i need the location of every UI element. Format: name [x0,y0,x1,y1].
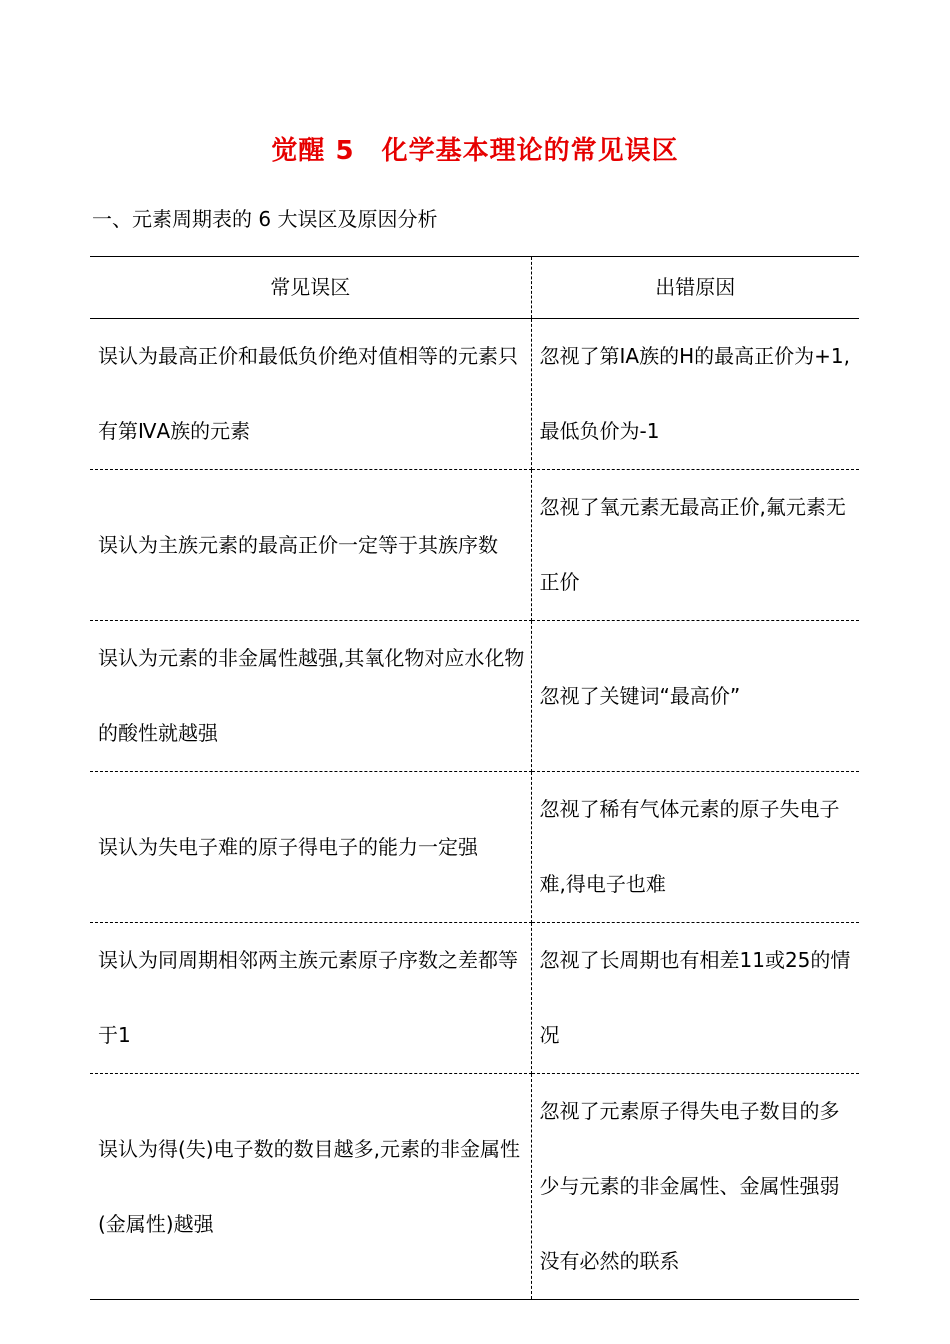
header-misconception: 常见误区 [90,257,531,319]
reason-text: 忽视了元素原子得失电子数目的多少与元素的非金属性、金属性强弱没有必然的联系 [539,1099,840,1273]
misconception-cell [90,772,531,923]
table-row [90,923,859,1074]
reason-cell [531,470,859,621]
table-row [90,1074,859,1300]
misconception-cell [90,621,531,772]
page-title: 觉醒 5 化学基本理论的常见误区 [271,136,679,166]
misconception-cell [90,1074,531,1300]
misconception-text: 误认为失电子难的原子得电子的能力一定强 [98,834,478,859]
reason-cell [531,772,859,923]
reason-cell [531,1074,859,1300]
table-row [90,772,859,923]
reason-text: 忽视了稀有气体元素的原子失电子难,得电子也难 [539,797,840,896]
misconception-text: 误认为最高正价和最低负价绝对值相等的元素只有第ⅣA族的元素 [98,344,518,443]
misconception-cell [90,319,531,470]
misconception-text: 误认为同周期相邻两主族元素原子序数之差都等于1 [98,948,518,1047]
reason-cell [531,319,859,470]
table-row [90,621,859,772]
reason-text: 忽视了关键词“最高价” [539,683,741,708]
table-row [90,470,859,621]
misconception-cell [90,470,531,621]
misconception-text: 误认为主族元素的最高正价一定等于其族序数 [98,532,498,557]
misconception-table [90,256,859,1300]
section-heading: 一、元素周期表的 6 大误区及原因分析 [92,207,438,231]
reason-text: 忽视了氧元素无最高正价,氟元素无正价 [539,495,846,594]
misconception-text: 误认为得(失)电子数的数目越多,元素的非金属性(金属性)越强 [98,1136,520,1236]
misconception-text: 误认为元素的非金属性越强,其氧化物对应水化物的酸性就越强 [98,646,525,745]
reason-text: 忽视了第ⅠA族的H的最高正价为+1,最低负价为-1 [539,344,850,443]
reason-cell [531,621,859,772]
reason-cell [531,923,859,1074]
misconception-cell [90,923,531,1074]
table-header-row [90,257,859,319]
header-reason: 出错原因 [531,257,859,319]
table-row [90,319,859,470]
reason-text: 忽视了长周期也有相差11或25的情况 [539,948,851,1047]
